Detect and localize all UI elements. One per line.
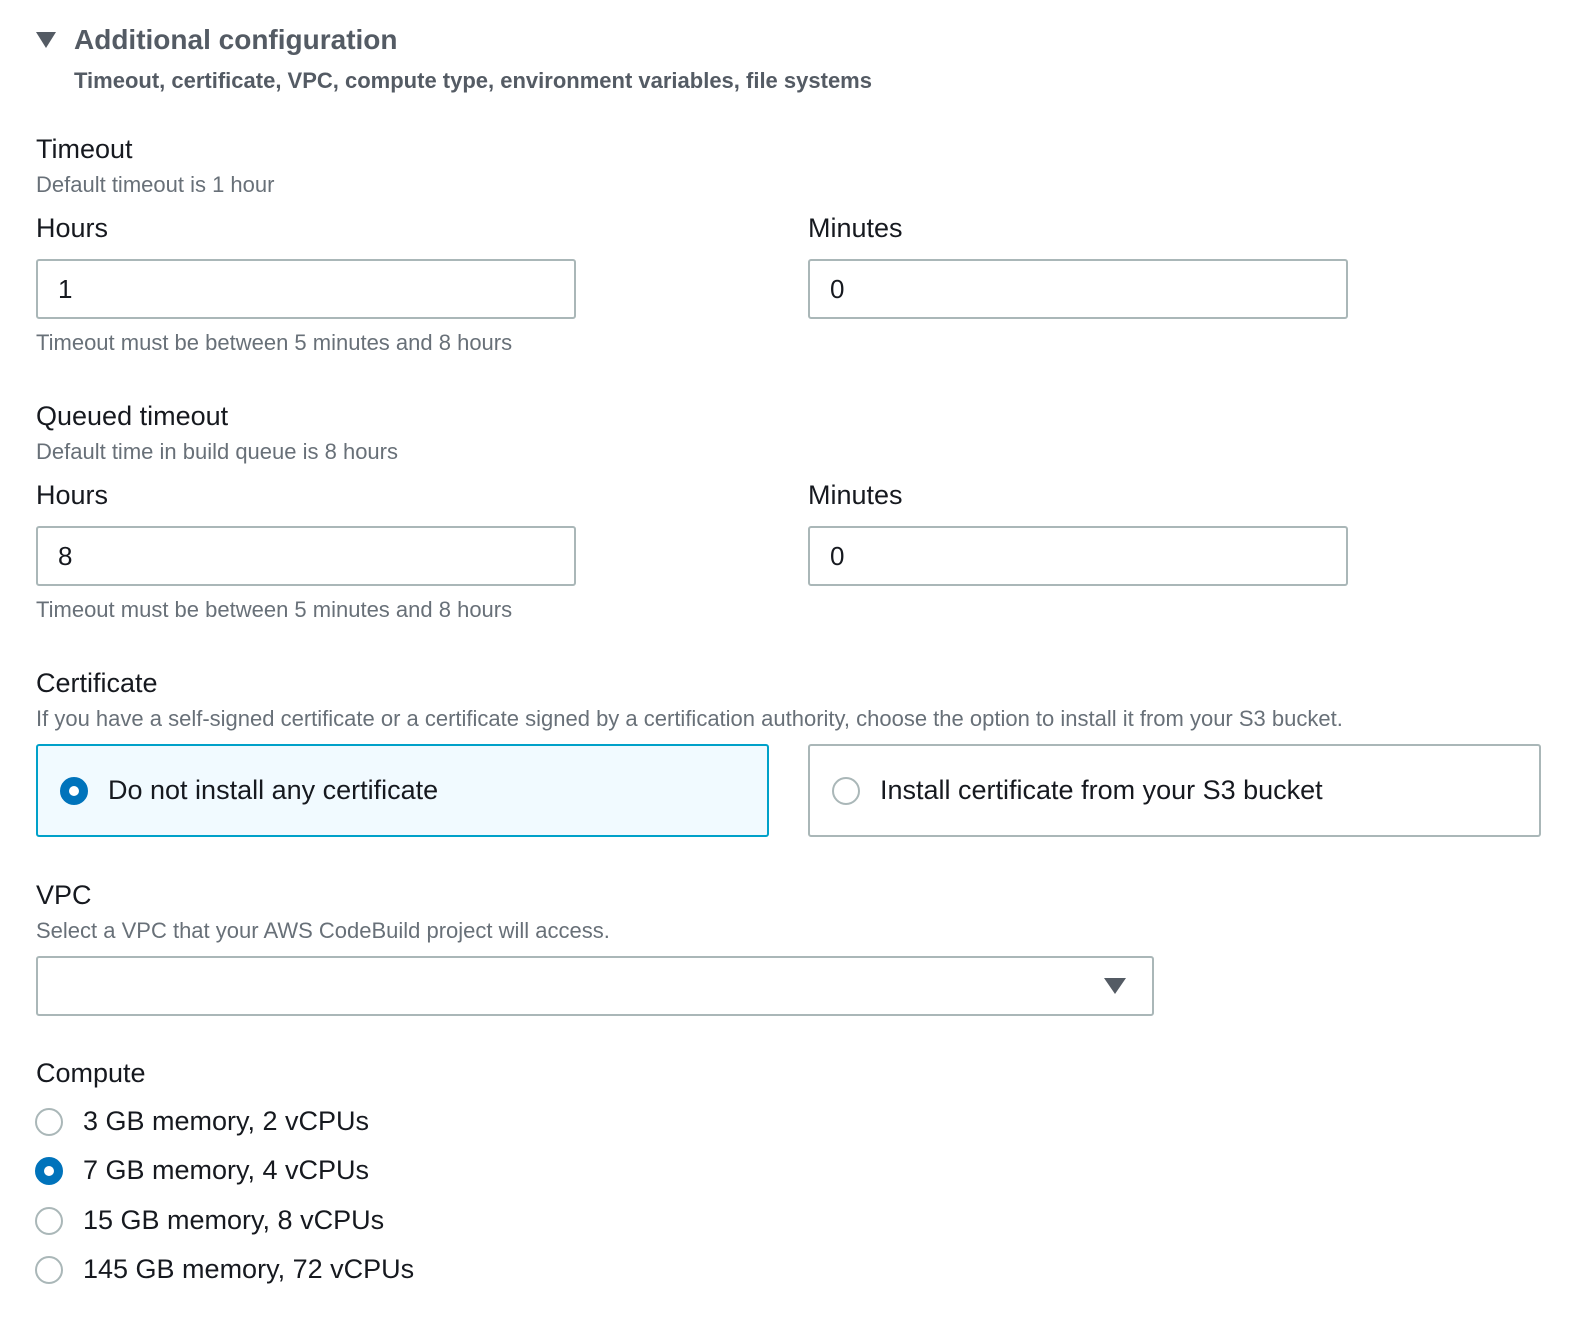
timeout-minutes-label: Minutes — [808, 213, 903, 243]
radio-unselected-icon[interactable] — [35, 1207, 63, 1235]
compute-label: Compute — [36, 1058, 146, 1088]
timeout-description: Default timeout is 1 hour — [36, 172, 275, 197]
radio-selected-icon[interactable] — [35, 1157, 63, 1185]
timeout-constraint: Timeout must be between 5 minutes and 8 hours — [36, 330, 513, 355]
timeout-minutes-input[interactable]: 0 — [808, 259, 1348, 319]
certificate-option-label: Install certificate from your S3 bucket — [880, 775, 1323, 805]
additional-configuration-toggle[interactable] — [36, 24, 398, 56]
queued-timeout-constraint: Timeout must be between 5 minutes and 8 hours — [36, 597, 513, 622]
compute-option-label: 15 GB memory, 8 vCPUs — [83, 1205, 385, 1235]
compute-option-15gb[interactable] — [35, 1205, 384, 1236]
timeout-hours-input[interactable]: 1 — [36, 259, 576, 319]
queued-hours-label: Hours — [36, 480, 109, 510]
compute-option-145gb[interactable] — [35, 1254, 414, 1285]
compute-option-3gb[interactable] — [35, 1106, 369, 1137]
dropdown-caret-icon — [1104, 978, 1126, 994]
certificate-option-label: Do not install any certificate — [108, 775, 439, 805]
vpc-label: VPC — [36, 880, 92, 910]
radio-unselected-icon[interactable] — [832, 777, 860, 805]
queued-timeout-label: Queued timeout — [36, 401, 229, 431]
compute-option-7gb[interactable] — [35, 1155, 369, 1186]
certificate-option-none[interactable] — [36, 744, 769, 837]
section-title: Additional configuration — [74, 24, 398, 55]
vpc-select[interactable] — [36, 956, 1154, 1016]
certificate-option-s3[interactable] — [808, 744, 1541, 837]
timeout-label: Timeout — [36, 134, 133, 164]
compute-option-label: 145 GB memory, 72 vCPUs — [83, 1254, 415, 1284]
section-subtitle: Timeout, certificate, VPC, compute type, environment variables, file systems — [74, 68, 872, 93]
compute-option-label: 7 GB memory, 4 vCPUs — [83, 1155, 370, 1185]
queued-minutes-input[interactable]: 0 — [808, 526, 1348, 586]
radio-unselected-icon[interactable] — [35, 1108, 63, 1136]
queued-hours-input[interactable]: 8 — [36, 526, 576, 586]
timeout-hours-label: Hours — [36, 213, 109, 243]
certificate-description: If you have a self-signed certificate or a certificate signed by a certification authority, choose the option to install it from your S3 bucket. — [36, 706, 1343, 731]
certificate-label: Certificate — [36, 668, 158, 698]
caret-down-icon — [36, 32, 56, 48]
vpc-description: Select a VPC that your AWS CodeBuild project will access. — [36, 918, 610, 943]
queued-minutes-label: Minutes — [808, 480, 903, 510]
compute-option-label: 3 GB memory, 2 vCPUs — [83, 1106, 370, 1136]
queued-timeout-description: Default time in build queue is 8 hours — [36, 439, 398, 464]
radio-selected-icon[interactable] — [60, 777, 88, 805]
radio-unselected-icon[interactable] — [35, 1256, 63, 1284]
